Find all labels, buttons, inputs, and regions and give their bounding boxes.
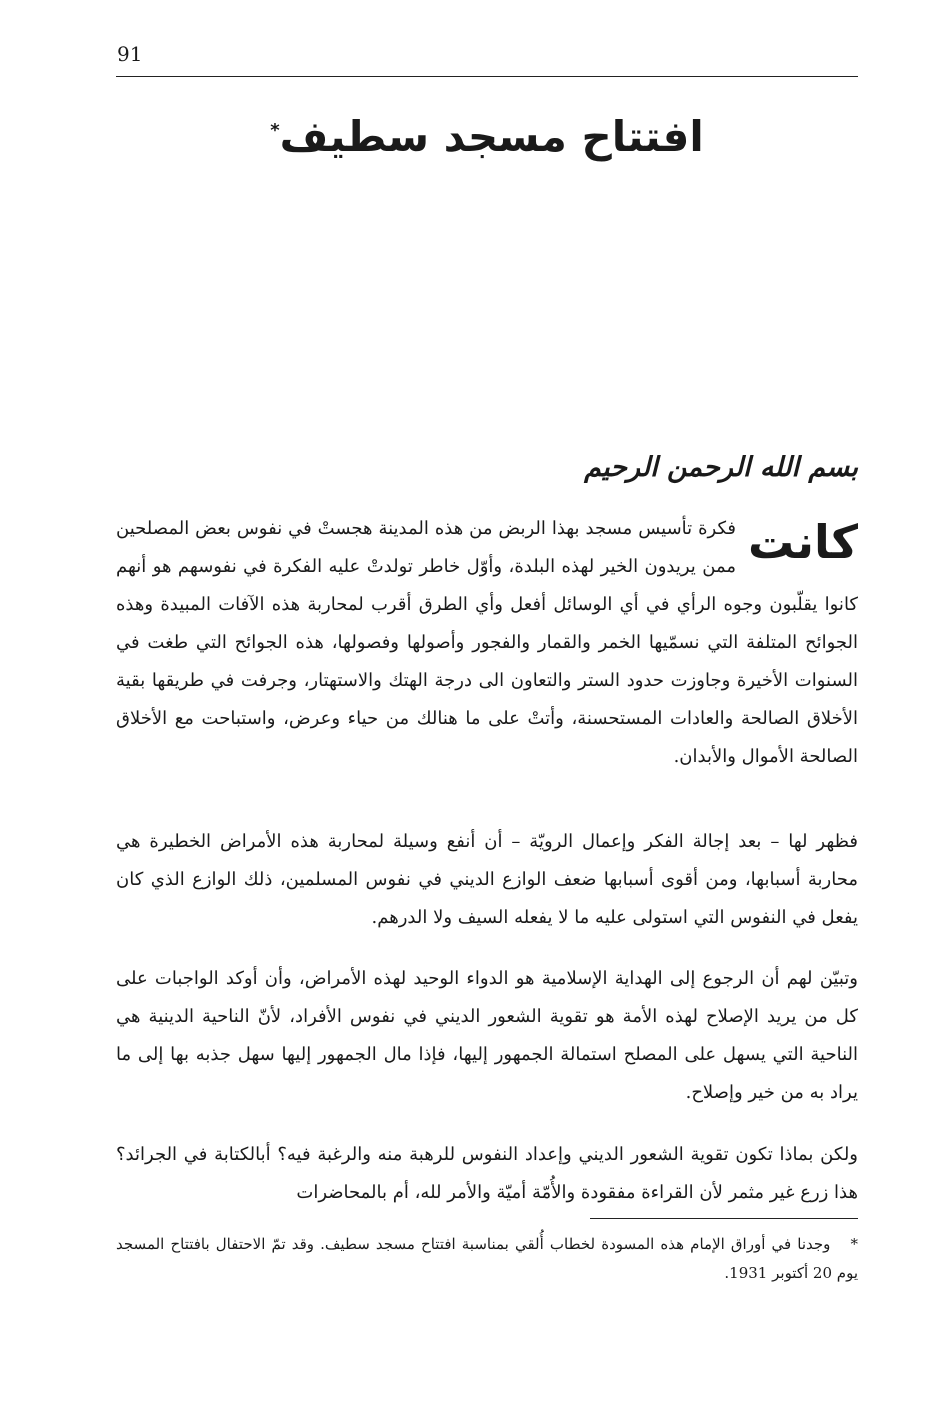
- footnote-marker: *: [850, 1235, 858, 1253]
- paragraph-4: ولكن بماذا تكون تقوية الشعور الديني وإعداد النفوس للرهبة منه والرغبة فيه؟ أبالكتابة في الجرائد؟ هذا زرع غير مثمر لأن القراءة مفقودة والأُمّة أميّة والأمر لله، أم بالمحاضرات: [116, 1144, 858, 1203]
- paragraph-1: [116, 510, 858, 776]
- basmala: بسم الله الرحمن الرحيم: [584, 452, 858, 483]
- paragraph-1-text: فكرة تأسيس مسجد بهذا الربض من هذه المدينة هجستْ في نفوس بعض المصلحين ممن يريدون الخير لهذه البلدة، وأوّل خاطر تولدتْ عليه الفكرة في نفوسهم هو أنهم كانوا يقلّبون وجوه الرأي في أي الوسائل أفعل وأي الطرق أقرب لمحاربة هذه الآفات المبيدة وهذه الجوائح المتلفة التي نسمّيها الخمر والقمار والفجور وأصولها وفصولها، هذه الجوائح التي طغت في السنوات الأخيرة وجاوزت حدود الستر والتعاون الى درجة الهتك والاستهتار، وجرفت في طريقها بقية الأخلاق الصالحة والعادات المستحسنة، وأتتْ على ما هنالك من حياء وعرض، واستباحت مع الأخلاق الصالحة الأموال والأبدان.: [116, 518, 858, 767]
- dropcap-word: كانت: [748, 515, 858, 569]
- paragraph-3: وتبيّن لهم أن الرجوع إلى الهداية الإسلامية هو الدواء الوحيد لهذه الأمراض، وأن أوكد الواجبات على كل من يريد الإصلاح لهذه الأمة هو تقوية الشعور الديني في نفوس الأفراد، لأنّ الناحية الدينية هي الناحية التي يسهل على المصلح استمالة الجمهور إليها، فإذا مال الجمهور إليها سهل جذبه بها إلى ما يراد به من خير وإصلاح.: [116, 968, 858, 1103]
- footnote: [116, 1230, 858, 1288]
- page-number: 91: [117, 42, 143, 66]
- page-title: [116, 112, 858, 161]
- footnote-text: وجدنا في أوراق الإمام هذه المسودة لخطاب أُلقي بمناسبة افتتاح مسجد سطيف. وقد تمّ الاحتفال بافتتاح المسجد يوم 20 أكتوبر 1931.: [116, 1235, 858, 1282]
- title-footnote-marker: *: [270, 120, 280, 141]
- header-rule: [116, 76, 858, 77]
- footnote-rule: [590, 1218, 858, 1219]
- paragraph-2: فظهر لها – بعد إجالة الفكر وإعمال الرويّة – أن أنفع وسيلة لمحاربة هذه الأمراض الخطيرة هي محاربة أسبابها، ومن أقوى أسبابها ضعف الوازع الديني في نفوس المسلمين، ذلك الوازع الذي كان يفعل في النفوس التي استولى عليه ما لا يفعله السيف ولا الدرهم.: [116, 831, 858, 928]
- title-text: افتتاح مسجد سطيف: [279, 112, 704, 161]
